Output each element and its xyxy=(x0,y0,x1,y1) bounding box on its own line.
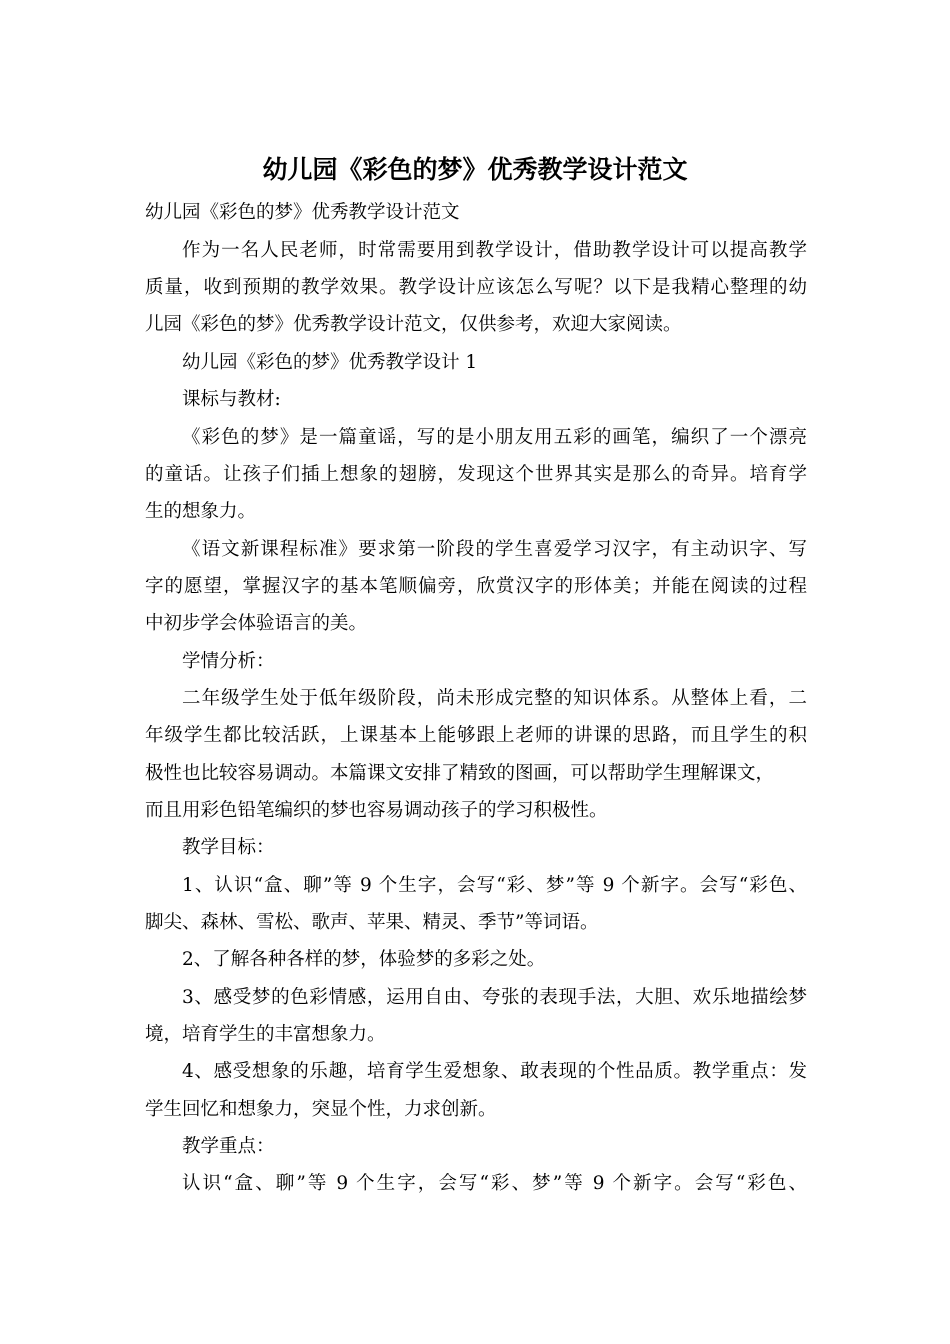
paragraph-line: 生的想象力。 xyxy=(145,501,257,522)
paragraph-line: 的童话。让孩子们插上想象的翅膀，发现这个世界其实是那么的奇异。培育学 xyxy=(145,464,807,485)
paragraph-line: 质量，收到预期的教学效果。教学设计应该怎么写呢？以下是我精心整理的幼 xyxy=(145,277,807,298)
paragraph-line: 字的愿望，掌握汉字的基本笔顺偏旁，欣赏汉字的形体美；并能在阅读的过程 xyxy=(145,576,807,597)
paragraph-line: 中初步学会体验语言的美。 xyxy=(145,613,368,634)
list-item-line: 脚尖、森林、雪松、歌声、苹果、精灵、季节”等词语。 xyxy=(145,912,599,933)
section-heading: 学情分析： xyxy=(182,651,275,672)
paragraph-line: 而且用彩色铅笔编织的梦也容易调动孩子的学习积极性。 xyxy=(145,800,608,821)
paragraph-line: 认识“盒、聊”等 9 个生字，会写“彩、梦”等 9 个新字。会写“彩色、 xyxy=(182,1173,807,1194)
paragraph-line: 儿园《彩色的梦》优秀教学设计范文，仅供参考，欢迎大家阅读。 xyxy=(145,314,682,335)
paragraph-line: 《语文新课程标准》要求第一阶段的学生喜爱学习汉字，有主动识字、写 xyxy=(182,539,807,560)
section-heading: 教学目标： xyxy=(182,837,275,858)
section-heading: 课标与教材: xyxy=(182,389,281,410)
document-title: 幼儿园《彩色的梦》优秀教学设计范文 xyxy=(262,155,688,184)
list-item-line: 学生回忆和想象力，突显个性，力求创新。 xyxy=(145,1099,497,1120)
paragraph-line: 作为一名人民老师，时常需要用到教学设计，借助教学设计可以提高教学 xyxy=(182,240,807,261)
list-item-line: 1、认识“盒、聊”等 9 个生字，会写“彩、梦”等 9 个新字。会写“彩色、 xyxy=(182,875,807,896)
list-item-line: 3、感受梦的色彩情感，运用自由、夸张的表现手法，大胆、欢乐地描绘梦 xyxy=(182,987,807,1008)
list-item-line: 2、了解各种各样的梦，体验梦的多彩之处。 xyxy=(182,949,546,970)
section-heading: 教学重点： xyxy=(182,1136,275,1157)
list-item-line: 境，培育学生的丰富想象力。 xyxy=(145,1024,386,1045)
paragraph-line: 《彩色的梦》是一篇童谣，写的是小朋友用五彩的画笔，编织了一个漂亮 xyxy=(182,427,807,448)
paragraph-line: 极性也比较容易调动。本篇课文安排了精致的图画，可以帮助学生理解课文， xyxy=(145,763,775,784)
paragraph-line: 年级学生都比较活跃，上课基本上能够跟上老师的讲课的思路，而且学生的积 xyxy=(145,725,807,746)
paragraph-line: 二年级学生处于低年级阶段，尚未形成完整的知识体系。从整体上看，二 xyxy=(182,688,807,709)
section-heading: 幼儿园《彩色的梦》优秀教学设计 1 xyxy=(182,352,478,373)
list-item-line: 4、感受想象的乐趣，培育学生爱想象、敢表现的个性品质。教学重点：发 xyxy=(182,1061,807,1082)
subtitle-line: 幼儿园《彩色的梦》优秀教学设计范文 xyxy=(145,202,460,223)
